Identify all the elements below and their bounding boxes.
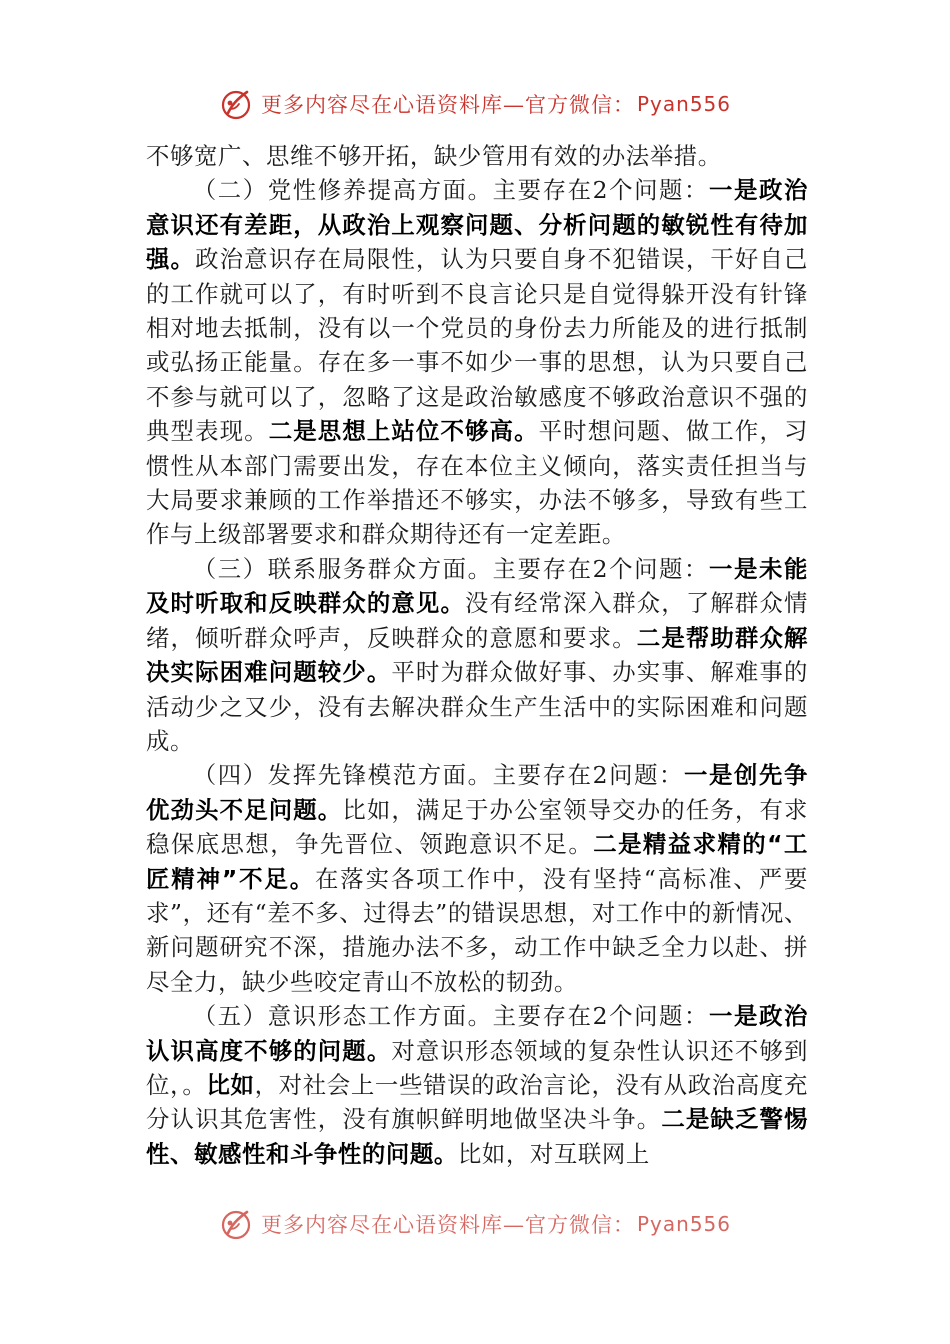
bold-heading-run: 二是思想上站位不够高。 xyxy=(268,417,539,446)
bold-heading-run: 一是政治意识还有差距，从政治上观察问题、分析问题的敏锐性有待加强。 xyxy=(146,176,809,274)
bold-heading-run: 一是政治认识高度不够的问题。 xyxy=(146,1002,809,1065)
paragraph xyxy=(146,999,808,1171)
paragraph xyxy=(146,758,808,999)
document-body xyxy=(146,139,808,1171)
bold-heading-run: 二是缺乏警惕性、敏感性和斗争性的问题。 xyxy=(146,1105,808,1168)
text-run: ，对社会上一些错误的政治言论，没有从政治高度充分认识其危害性，没有旗帜鲜明地做坚决斗争。 xyxy=(146,1070,808,1134)
bold-heading-run: 二是帮助群众解决实际困难问题较少。 xyxy=(146,623,809,687)
text-run: 在落实各项工作中，没有坚持“高标准、严要求”，还有“差不多、过得去”的错误思想，对工作中的新情况、新问题研究不深，措施办法不多，动工作中缺乏全力以赴、拼尽全力，缺少些咬定青山不放松的韧劲。 xyxy=(146,864,808,996)
text-run: （三）联系服务群众方面。主要存在2个问题： xyxy=(192,554,710,583)
watermark-header xyxy=(0,84,950,124)
watermark-text: 更多内容尽在心语资料库—官方微信： xyxy=(260,93,635,117)
bold-heading-run: 一是未能及时听取和反映群众的意见。 xyxy=(146,554,809,618)
text-run: （二）党性修养提高方面。主要存在2个问题： xyxy=(192,176,710,205)
text-run: （四）发挥先锋模范方面。主要存在2问题： xyxy=(192,761,685,790)
bold-heading-run: 一是创先争优劲头不足问题。 xyxy=(146,761,808,824)
text-run: 对意识形态领域的复杂性认识还不够到位，。 xyxy=(146,1036,808,1099)
bold-heading-run: 二是精益求精的“工匠精神”不足。 xyxy=(146,830,808,893)
text-run: 政治意识存在局限性，认为只要自身不犯错误，干好自己的工作就可以了，有时听到不良言论只是自觉得躲开没有针锋相对地去抵制，没有以一个党员的身份去力所能及的进行抵制或弘扬正能量。存在多一事不如少一事的思想，认为只要自己不参与就可以了，忽略了这是政治敏感度不够政治意识不强的典型表现。 xyxy=(146,245,808,446)
text-run: （五）意识形态工作方面。主要存在2个问题： xyxy=(192,1002,710,1031)
watermark-wechat-id: Pyan556 xyxy=(636,1212,731,1236)
paragraph xyxy=(146,173,808,551)
pen-logo-icon xyxy=(219,87,253,121)
pen-logo-icon xyxy=(219,1207,253,1241)
bold-heading-run: 比如 xyxy=(206,1070,255,1099)
text-run: 不够宽广、思维不够开拓，缺少管用有效的办法举措。 xyxy=(146,142,722,170)
text-run: 没有经常深入群众，了解群众情绪，倾听群众呼声，反映群众的意愿和要求。 xyxy=(146,589,808,652)
text-run: 平时为群众做好事、办实事、解难事的活动少之又少，没有去解决群众生产生活中的实际困难和问题成。 xyxy=(146,658,808,755)
paragraph xyxy=(146,139,808,173)
watermark-footer xyxy=(0,1204,950,1244)
paragraph xyxy=(146,552,808,758)
watermark-wechat-id: Pyan556 xyxy=(636,92,731,116)
watermark-text: 更多内容尽在心语资料库—官方微信： xyxy=(260,1213,635,1237)
text-run: 比如，对互联网上 xyxy=(457,1139,650,1168)
text-run: 平时想问题、做工作，习惯性从本部门需要出发，存在本位主义倾向，落实责任担当与大局要求兼顾的工作举措还不够实，办法不够多，导致有些工作与上级部署要求和群众期待还有一定差距。 xyxy=(146,417,808,549)
text-run: 比如，满足于办公室领导交办的任务，有求稳保底思想，争先晋位、领跑意识不足。 xyxy=(146,795,808,859)
